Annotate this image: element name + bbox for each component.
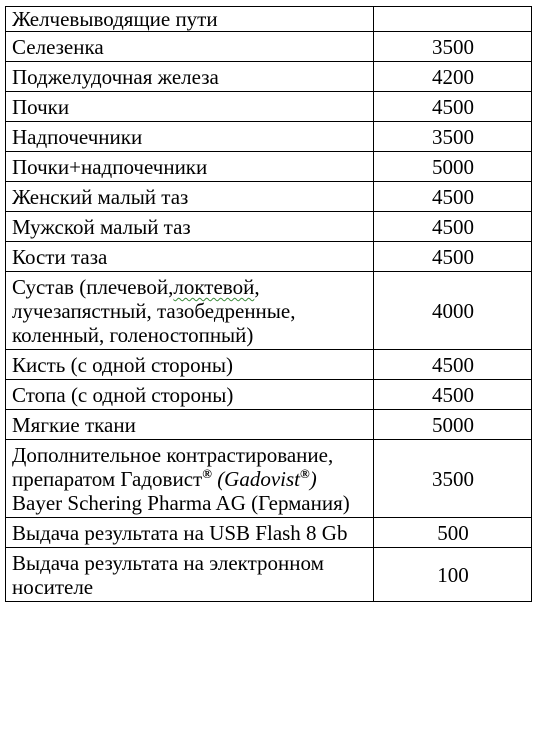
table-row: [6, 152, 532, 182]
table-row: [6, 548, 532, 602]
table-cell-price: 4500: [374, 92, 532, 122]
table-cell-name: Кисть (с одной стороны): [6, 350, 374, 380]
table-cell-name: Желчевыводящие пути: [6, 7, 374, 32]
joint-text-c: , лучезапястный, тазобедренные, коленный, голеностопный): [12, 275, 296, 347]
table-row: [6, 242, 532, 272]
table-cell-price: 5000: [374, 410, 532, 440]
table-cell-price: 5000: [374, 152, 532, 182]
table-cell-price: [374, 7, 532, 32]
table-cell-price: 3500: [374, 440, 532, 518]
contrast-latin-text: (Gadovist: [217, 467, 301, 491]
price-table: [5, 6, 532, 602]
contrast-text-a: Дополнительное контрастирование, препаратом Гадовист: [12, 443, 334, 491]
table-cell-price: 100: [374, 548, 532, 602]
table-cell-name: Мягкие ткани: [6, 410, 374, 440]
registered-mark: ®: [300, 466, 310, 481]
joint-text-a: Сустав (плечевой,: [12, 275, 174, 299]
table-cell-name: Женский малый таз: [6, 182, 374, 212]
registered-mark: ®: [202, 466, 212, 481]
table-cell-name: [6, 440, 374, 518]
table-cell-name: Надпочечники: [6, 122, 374, 152]
table-cell-price: 4000: [374, 272, 532, 350]
table-cell-name: [6, 272, 374, 350]
table-cell-price: 3500: [374, 32, 532, 62]
table-cell-name: Поджелудочная железа: [6, 62, 374, 92]
table-cell-price: 4500: [374, 182, 532, 212]
table-cell-price: 500: [374, 518, 532, 548]
table-row: [6, 272, 532, 350]
table-row: [6, 7, 532, 32]
table-row: [6, 518, 532, 548]
table-row: [6, 350, 532, 380]
table-cell-price: 4500: [374, 242, 532, 272]
table-row: [6, 32, 532, 62]
table-row: [6, 92, 532, 122]
table-row: [6, 410, 532, 440]
table-cell-name: Выдача результата на электронном носителе: [6, 548, 374, 602]
contrast-latin-name: [217, 467, 317, 491]
table-cell-price: 3500: [374, 122, 532, 152]
table-cell-name: Выдача результата на USB Flash 8 Gb: [6, 518, 374, 548]
table-row: [6, 182, 532, 212]
table-cell-price: 4200: [374, 62, 532, 92]
table-cell-name: Мужской малый таз: [6, 212, 374, 242]
table-cell-name: Почки: [6, 92, 374, 122]
table-row: [6, 380, 532, 410]
table-row: [6, 212, 532, 242]
table-cell-name: Почки+надпочечники: [6, 152, 374, 182]
table-cell-price: 4500: [374, 380, 532, 410]
table-cell-name: Селезенка: [6, 32, 374, 62]
table-row: [6, 62, 532, 92]
table-cell-price: 4500: [374, 350, 532, 380]
table-row: [6, 440, 532, 518]
contrast-text-rest: Bayer Schering Pharma AG (Германия): [12, 491, 350, 515]
spellcheck-underlined-word: локтевой: [173, 275, 255, 299]
contrast-latin-close: ): [309, 467, 317, 491]
table-cell-name: Стопа (с одной стороны): [6, 380, 374, 410]
table-cell-price: 4500: [374, 212, 532, 242]
table-cell-name: Кости таза: [6, 242, 374, 272]
table-row: [6, 122, 532, 152]
